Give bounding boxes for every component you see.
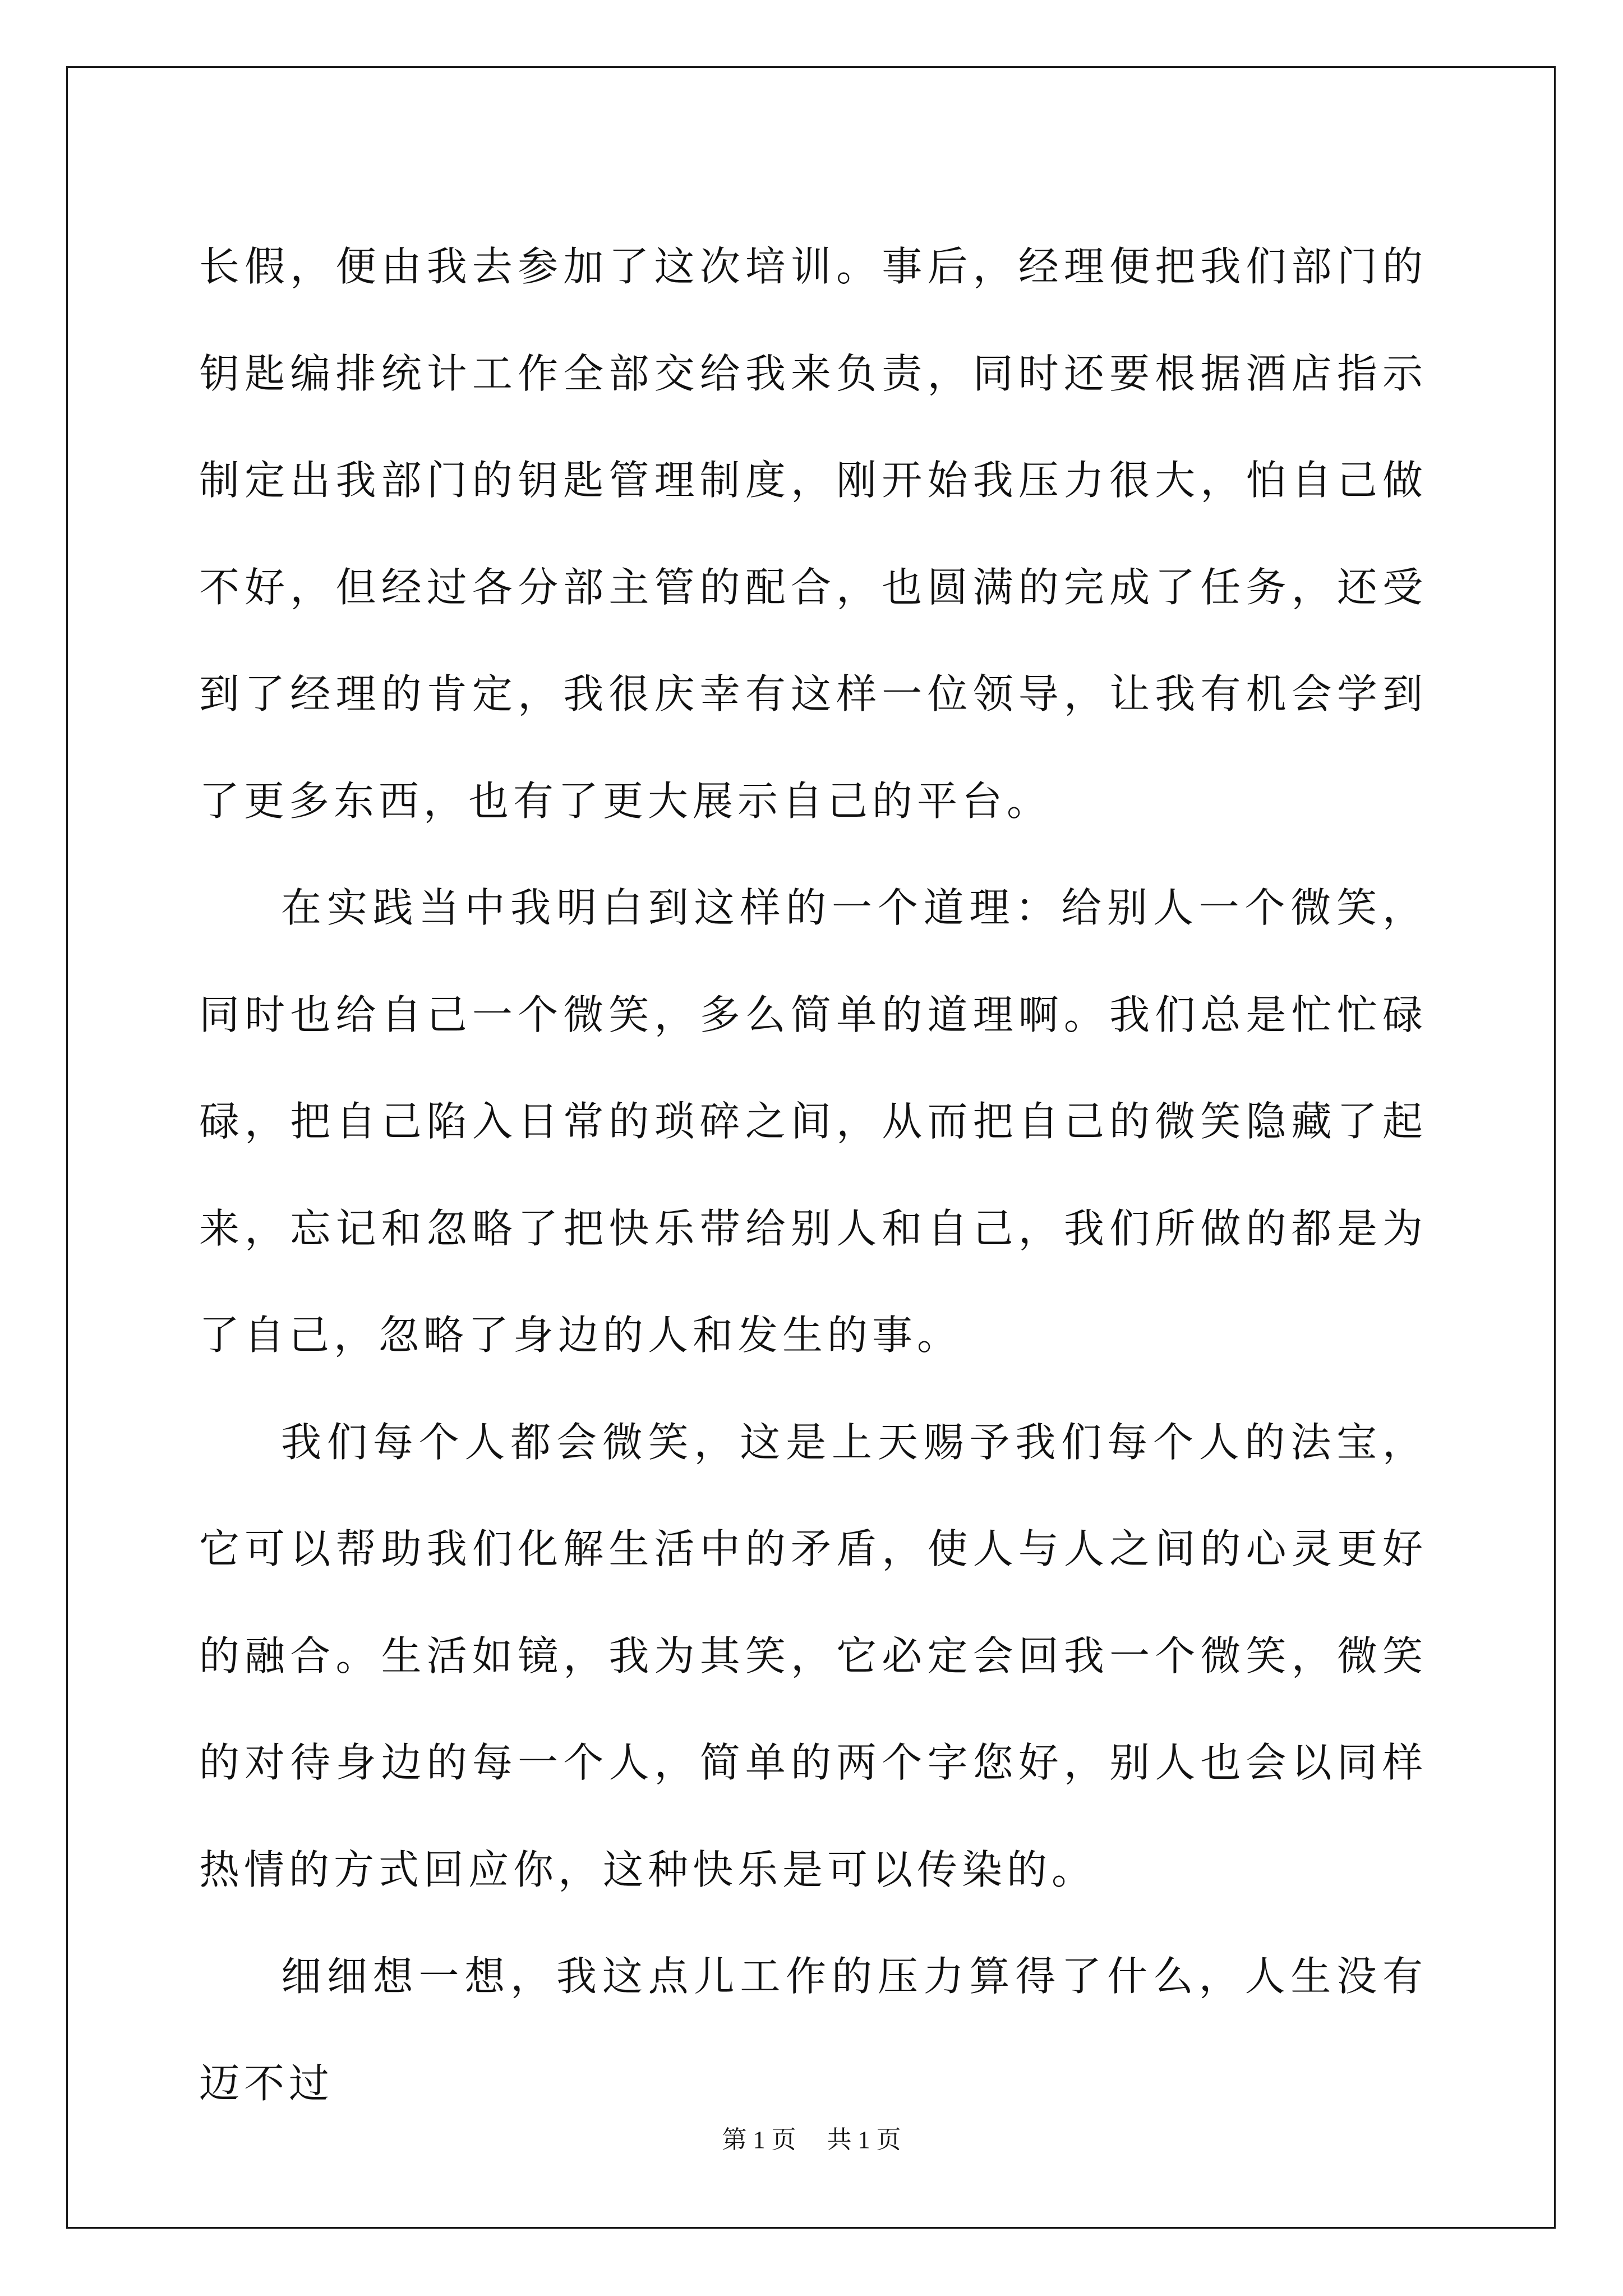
page-number: 第 1 页 (722, 2126, 796, 2154)
paragraph-4: 细细想一想，我这点儿工作的压力算得了什么，人生没有迈不过 (199, 1953, 1427, 2107)
paragraph-3: 我们每个人都会微笑，这是上天赐予我们每个人的法宝，它可以帮助我们化解生活中的矛盾，使人与人之间的心灵更好的融合。生活如镜，我为其笑，它必定会回我一个微笑，微笑的对待身边的每一个人，简单的两个字您好，别人也会以同样热情的方式回应你，这种快乐是可以传染的。 (199, 1418, 1427, 1893)
page-total: 共 1 页 (827, 2126, 901, 2154)
page-footer (0, 2123, 1623, 2157)
paragraph-1: 长假，便由我去参加了这次培训。事后，经理便把我们部门的钥匙编排统计工作全部交给我来负责，同时还要根据酒店指示制定出我部门的钥匙管理制度，刚开始我压力很大，怕自己做不好，但经过各分部主管的配合，也圆满的完成了任务，还受到了经理的肯定，我很庆幸有这样一位领导，让我有机会学到了更多东西，也有了更大展示自己的平台。 (199, 243, 1427, 825)
document-body (199, 213, 1427, 2137)
paragraph-2: 在实践当中我明白到这样的一个道理：给别人一个微笑，同时也给自己一个微笑，多么简单的道理啊。我们总是忙忙碌碌，把自己陷入日常的琐碎之间，从而把自己的微笑隐藏了起来，忘记和忽略了把快乐带给别人和自己，我们所做的都是为了自己，忽略了身边的人和发生的事。 (199, 884, 1427, 1359)
